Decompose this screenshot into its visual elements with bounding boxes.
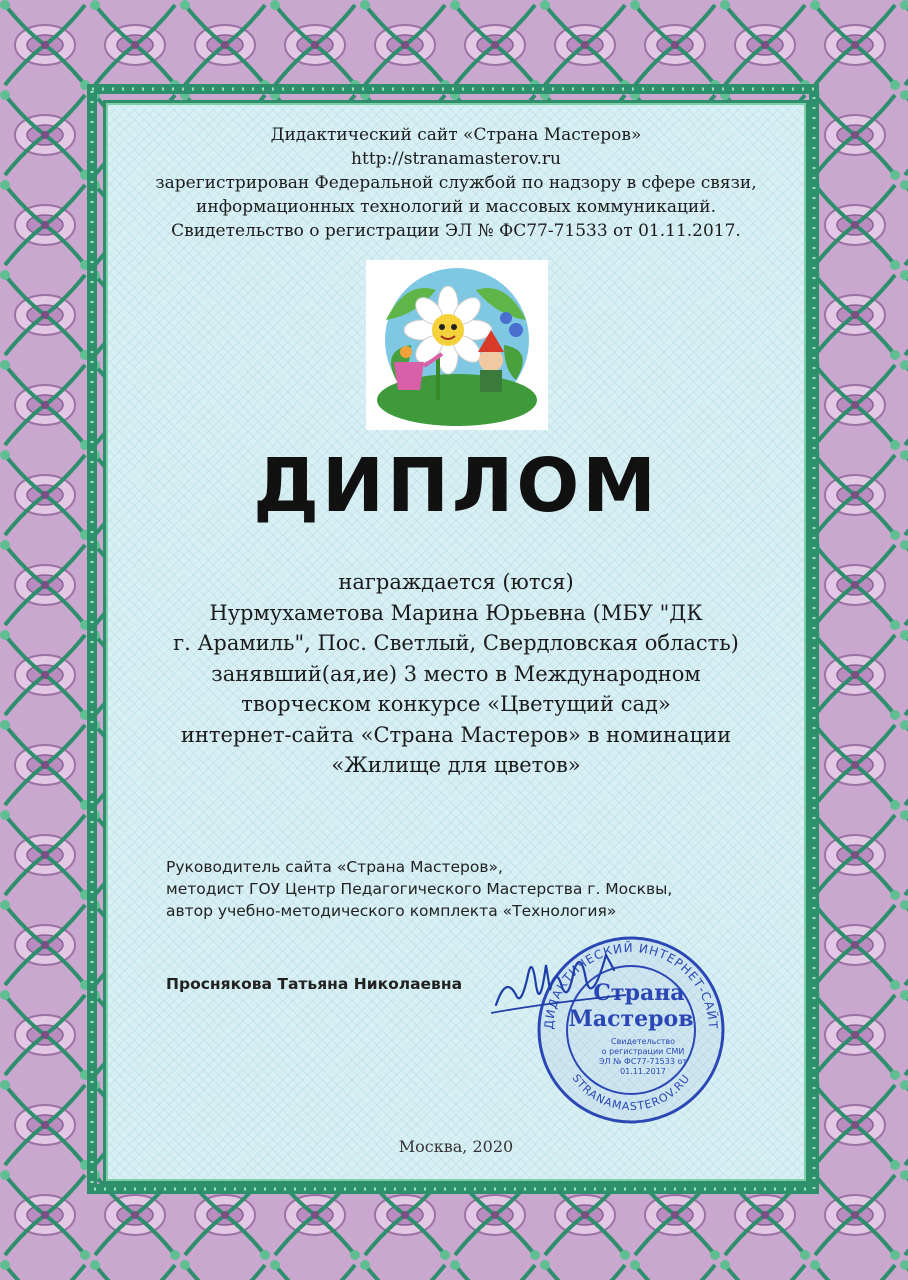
stamp-ring-bottom: STRANAMASTEROV.RU bbox=[569, 1071, 693, 1114]
header-registration: зарегистрирован Федеральной службой по надзору в сфере связи, bbox=[155, 173, 757, 193]
header-agency: информационных технологий и массовых коммуникаций. bbox=[196, 197, 716, 217]
stamp-cert-2: о регистрации СМИ bbox=[601, 1047, 685, 1056]
site-logo-illustration bbox=[366, 260, 548, 430]
certificate-panel bbox=[103, 100, 809, 1184]
signer-name: Проснякова Татьяна Николаевна bbox=[166, 975, 463, 993]
award-line-contest: творческом конкурсе «Цветущий сад» bbox=[241, 692, 671, 716]
diploma-title: ДИПЛОМ bbox=[253, 443, 659, 529]
leader-line-role: Руководитель сайта «Страна Мастеров», bbox=[166, 858, 503, 876]
award-line-place: занявший(ая,ие) 3 место в Международном bbox=[211, 661, 701, 686]
stamp-cert-4: 01.11.2017 bbox=[620, 1067, 666, 1076]
award-line-awarded: награждается (ются) bbox=[338, 570, 574, 594]
award-line-nomination: «Жилище для цветов» bbox=[331, 753, 581, 777]
stamp-name-2: Мастеров bbox=[568, 1006, 694, 1032]
award-line-location: г. Арамиль", Пос. Светлый, Свердловская область) bbox=[173, 631, 739, 655]
leader-line-author: автор учебно-методического комплекта «Технология» bbox=[166, 902, 617, 920]
leader-credentials bbox=[166, 856, 672, 922]
city-year: Москва, 2020 bbox=[398, 1137, 514, 1156]
leader-line-position: методист ГОУ Центр Педагогического Мастерства г. Москвы, bbox=[166, 880, 673, 898]
registration-header bbox=[106, 123, 806, 243]
award-text bbox=[106, 567, 806, 781]
award-line-site: интернет-сайта «Страна Мастеров» в номинации bbox=[180, 722, 732, 747]
stamp-cert-1: Свидетельство bbox=[610, 1037, 676, 1046]
stamp-name-1: Страна bbox=[593, 980, 685, 1006]
handwritten-signature bbox=[486, 935, 636, 1025]
header-site-name: Дидактический сайт «Страна Мастеров» bbox=[270, 125, 642, 145]
header-certificate: Свидетельство о регистрации ЭЛ № ФС77-71533 от 01.11.2017. bbox=[171, 221, 741, 241]
award-line-recipient: Нурмухаметова Марина Юрьевна (МБУ "ДК bbox=[209, 600, 703, 625]
header-url: http://stranamasterov.ru bbox=[351, 149, 561, 169]
stamp-cert-3: ЭЛ № ФС77-71533 от bbox=[598, 1057, 688, 1066]
stamp-ring-text: ДИДАКТИЧЕСКИЙ ИНТЕРНЕТ-САЙТ bbox=[541, 940, 721, 1030]
